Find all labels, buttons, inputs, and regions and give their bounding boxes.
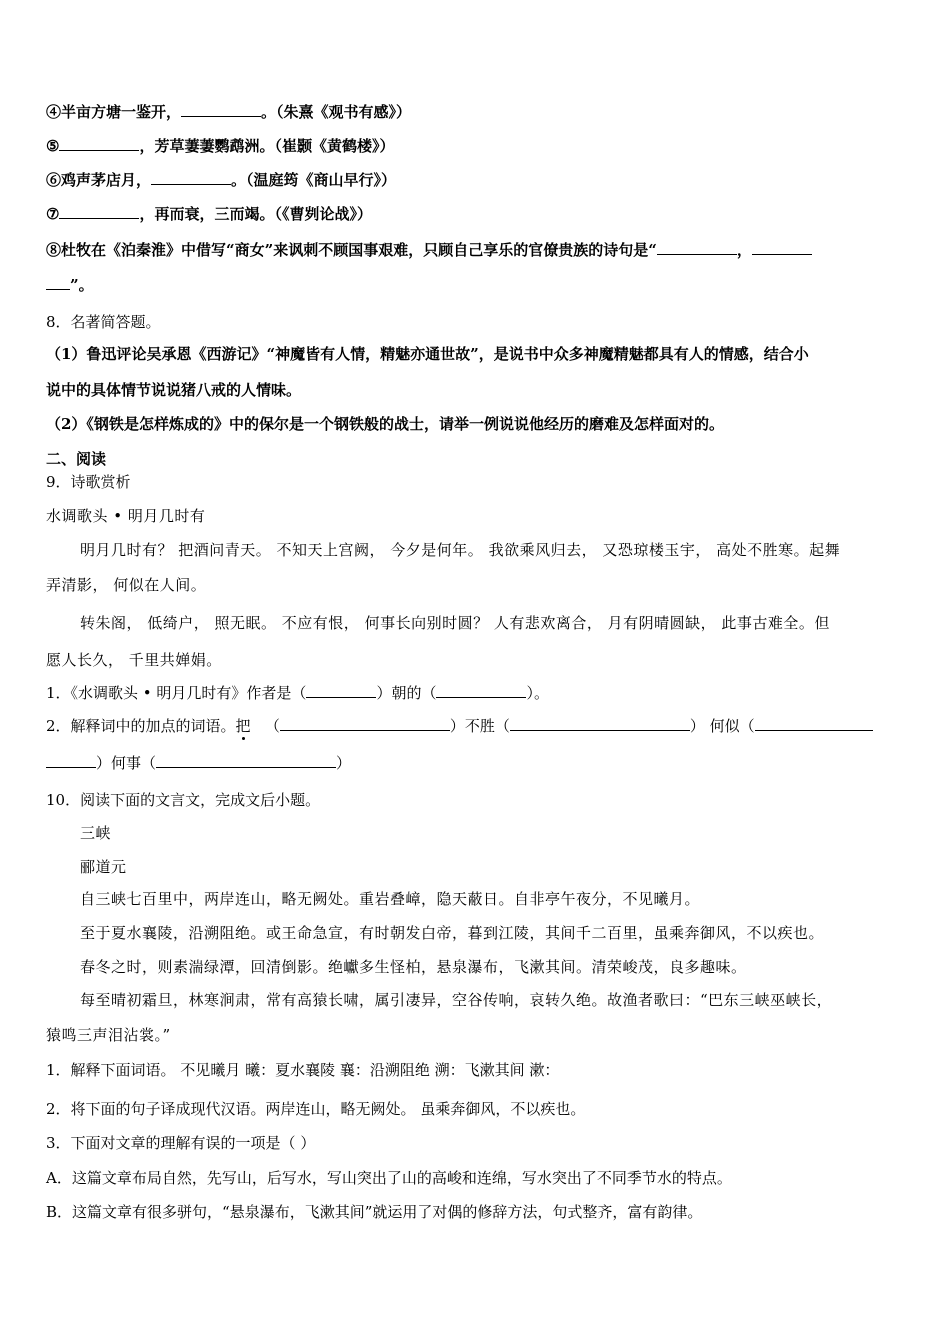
text-para-4-cont: 猿鸣三声泪沾裳。” [46, 1026, 171, 1044]
answer-blank[interactable] [306, 683, 376, 698]
answer-blank[interactable] [59, 204, 139, 219]
answer-blank[interactable] [46, 753, 96, 768]
answer-blank[interactable] [59, 136, 139, 151]
question-8-part1-cont: 说中的具体情节说说猪八戒的人情味。 [46, 381, 302, 399]
answer-blank[interactable] [657, 240, 737, 255]
poem-text-2: 转朱阁， 低绮户， 照无眠。 不应有恨， 何事长向别时圆？ 人有悲欢离合， 月有阴晴圆缺， 此事古难全。但 [80, 614, 830, 632]
poem-title: 水调歌头 • 明月几时有 [46, 507, 206, 525]
recitation-item-4: ④半亩方塘一鉴开， 。（朱熹《观书有感》） [46, 103, 412, 121]
question-9-sub2-cont: ）何事（ ） [46, 753, 906, 773]
text-title: 三峡 [80, 824, 112, 842]
poem-text-2-cont: 愿人长久， 千里共婵娟。 [46, 651, 222, 669]
answer-blank[interactable] [280, 716, 450, 731]
question-10-sub3: 3．下面对文章的理解有误的一项是（ ） [46, 1134, 316, 1152]
question-9-sub2: 2．解释词中的加点的词语。把 （ ）不胜（ ） 何似（ [46, 716, 906, 736]
answer-blank[interactable] [752, 240, 812, 255]
text-para-3: 春冬之时，则素湍绿潭，回清倒影。绝巘多生怪柏，悬泉瀑布，飞漱其间。清荣峻茂，良多趣味。 [80, 958, 747, 976]
answer-blank[interactable] [436, 683, 526, 698]
answer-blank[interactable] [151, 170, 231, 185]
text-para-4: 每至晴初霜旦，林寒涧肃，常有高猿长啸，属引凄异，空谷传响，哀转久绝。故渔者歌曰：“巴东三峡巫峡长， [80, 991, 833, 1009]
text-para-1: 自三峡七百里中，两岸连山，略无阙处。重岩叠嶂，隐天蔽日。自非亭午夜分，不见曦月。 [80, 890, 701, 908]
text-author: 郦道元 [80, 858, 127, 876]
question-10-title: 10．阅读下面的文言文，完成文后小题。 [46, 791, 321, 809]
question-10-sub1: 1．解释下面词语。 不见曦月 曦：夏水襄陵 襄：沿溯阻绝 溯：飞漱其间 漱： [46, 1061, 560, 1079]
answer-blank[interactable] [156, 753, 336, 768]
answer-blank[interactable] [755, 716, 873, 731]
text-para-2: 至于夏水襄陵，沿溯阻绝。或王命急宣，有时朝发白帝，暮到江陵，其间千二百里，虽乘奔御风，不以疾也。 [80, 924, 825, 942]
answer-blank[interactable] [510, 716, 690, 731]
question-8-part1: （1）鲁迅评论吴承恩《西游记》“神魔皆有人情，精魅亦通世故”，是说书中众多神魔精魅都具有人的情感，结合小 [46, 345, 809, 363]
question-8-part2: （2）《钢铁是怎样炼成的》中的保尔是一个钢铁般的战士，请举一例说说他经历的磨难及怎样面对的。 [46, 415, 724, 433]
question-8-title: 8．名著简答题。 [46, 313, 161, 331]
answer-blank[interactable] [46, 275, 70, 290]
recitation-item-8: ⑧杜牧在《泊秦淮》中借写“商女”来讽刺不顾国事艰难，只顾自己享乐的官僚贵族的诗句是“ ， [46, 240, 906, 260]
recitation-item-5: ⑤ ，芳草萋萋鹦鹉洲。（崔颢《黄鹤楼》） [46, 137, 395, 155]
question-9-title: 9．诗歌赏析 [46, 473, 131, 491]
option-a: A．这篇文章布局自然，先写山，后写水，写山突出了山的高峻和连绵，写水突出了不同季节水的特点。 [46, 1169, 732, 1187]
recitation-item-8-cont: ”。 [46, 275, 906, 295]
question-9-sub1: 1．《水调歌头 • 明月几时有》作者是（ ）朝的（ ）。 [46, 684, 549, 702]
question-10-sub2: 2．将下面的句子译成现代汉语。两岸连山，略无阙处。 虽乘奔御风，不以疾也。 [46, 1100, 586, 1118]
dotted-word: 把 [235, 717, 251, 735]
answer-blank[interactable] [181, 102, 261, 117]
option-b: B．这篇文章有很多骈句，“悬泉瀑布，飞漱其间”就运用了对偶的修辞方法，句式整齐，富有韵律。 [46, 1203, 703, 1221]
poem-text-1-cont: 弄清影， 何似在人间。 [46, 576, 207, 594]
recitation-item-6: ⑥鸡声茅店月， 。（温庭筠《商山早行》） [46, 171, 397, 189]
recitation-item-7: ⑦ ，再而衰，三而竭。（《曹刿论战》） [46, 205, 372, 223]
poem-text-1: 明月几时有？ 把酒问青天。 不知天上宫阙， 今夕是何年。 我欲乘风归去， 又恐琼楼玉宇， 高处不胜寒。起舞 [80, 541, 841, 559]
section-title: 二、阅读 [46, 450, 107, 468]
